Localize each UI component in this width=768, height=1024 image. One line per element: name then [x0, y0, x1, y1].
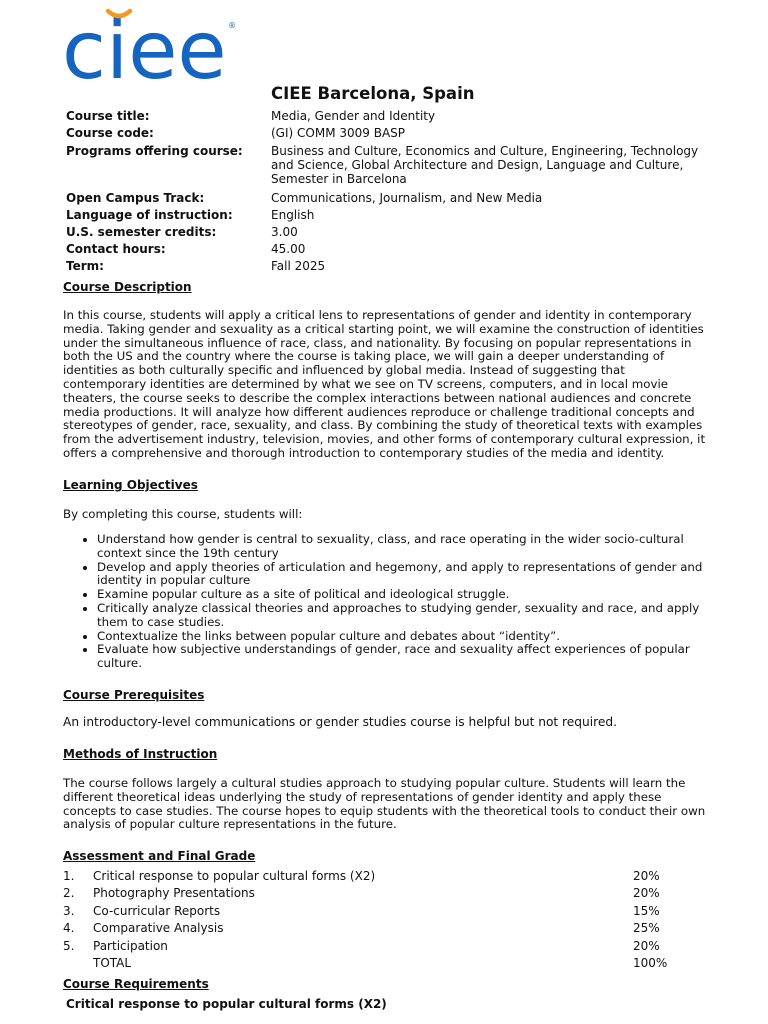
list-item: • Critically analyze classical theories and approaches to studying gender, sexuality and race, and apply them to case studies.: [97, 602, 708, 630]
assessment-heading: Assessment and Final Grade: [63, 849, 256, 863]
info-label: Contact hours:: [66, 242, 166, 256]
info-row: [66, 191, 706, 205]
learning-objectives-list: [63, 533, 708, 671]
info-row: [66, 144, 706, 186]
methods-text: The course follows largely a cultural studies approach to studying popular culture. Students will learn the different theoretical ideas underlying the study of representations of gender identity and apply these concepts to case studies. The course hopes to equip students with the theoretical tools to conduct their own analysis of popular culture representations in the future.: [63, 776, 706, 832]
assessment-row: [63, 938, 683, 955]
assessment-number: 1.: [63, 869, 75, 883]
assessment-number: 4.: [63, 921, 75, 936]
assessment-number: [63, 955, 93, 972]
assessment-name: Critical response to popular cultural forms (X2): [93, 869, 376, 883]
info-label: Open Campus Track:: [66, 191, 205, 205]
info-value: 3.00: [271, 225, 298, 239]
info-value: Communications, Journalism, and New Media: [271, 191, 543, 205]
info-label: Term:: [66, 259, 104, 273]
assessment-percent: 25%: [633, 921, 660, 936]
info-row: [66, 242, 706, 256]
assessment-percent: 100%: [633, 956, 668, 971]
learning-objectives-heading: Learning Objectives: [63, 478, 198, 492]
page-title: CIEE Barcelona, Spain: [271, 84, 475, 103]
info-row: [66, 259, 706, 273]
list-item: • Contextualize the links between popular culture and debates about “identity”.: [97, 630, 708, 644]
info-row: [66, 126, 706, 140]
logo-wordmark: ciee: [62, 6, 227, 82]
assessment-list: [63, 868, 683, 972]
assessment-percent: 20%: [633, 886, 660, 901]
info-row: [66, 208, 706, 222]
assessment-name: Co-curricular Reports: [93, 903, 221, 918]
info-label: U.S. semester credits:: [66, 225, 217, 239]
assessment-percent: 15%: [633, 903, 660, 918]
methods-heading: Methods of Instruction: [63, 747, 218, 761]
assessment-percent: 20%: [633, 869, 660, 883]
assessment-name: Comparative Analysis: [93, 921, 224, 936]
assessment-name: Participation: [93, 938, 168, 953]
assessment-number: 2.: [63, 886, 75, 901]
assessment-number: 3.: [63, 903, 75, 918]
requirements-subheading: Critical response to popular cultural forms (X2): [66, 997, 387, 1011]
info-value: English: [271, 208, 315, 222]
assessment-number: 5.: [63, 938, 75, 953]
assessment-percent: 20%: [633, 938, 660, 953]
registered-mark: ®: [228, 21, 236, 30]
course-description-heading: Course Description: [63, 280, 192, 294]
course-info-table: [66, 109, 706, 273]
info-row: [66, 225, 706, 239]
list-item: • Understand how gender is central to sexuality, class, and race operating in the wider socio-cultural context since the 19th century: [97, 533, 708, 561]
assessment-row: [63, 868, 683, 885]
ciee-logo: [62, 6, 242, 82]
assessment-row: [63, 885, 683, 902]
info-value: Fall 2025: [271, 259, 326, 273]
info-label: Programs offering course:: [66, 144, 243, 158]
info-value: Media, Gender and Identity: [271, 109, 436, 123]
assessment-row: [63, 903, 683, 920]
list-item: • Develop and apply theories of articulation and hegemony, and apply to representations of gender and identity in popular culture: [97, 561, 708, 589]
info-value: Business and Culture, Economics and Culture, Engineering, Technology and Science, Global Architecture and Design, Language and Culture, Semester in Barcelona: [271, 144, 699, 186]
assessment-name: TOTAL: [93, 956, 132, 971]
learning-objectives-intro: By completing this course, students will:: [63, 507, 303, 521]
prerequisites-text: An introductory-level communications or gender studies course is helpful but not required.: [63, 715, 618, 729]
assessment-row: [63, 920, 683, 937]
info-label: Course title:: [66, 109, 150, 123]
info-value: 45.00: [271, 242, 306, 256]
info-label: Course code:: [66, 126, 154, 140]
course-description-text: In this course, students will apply a critical lens to representations of gender and identity in contemporary media. Taking gender and sexuality as a critical starting point, we will examine the construction of identities under the simultaneous influence of race, class, and nationality. By focusing on popular representations in both the US and the country where the course is taking place, we will gain a deeper understanding of identities as both culturally specific and influenced by global media. Instead of suggesting that contemporary identities are determined by what we see on TV screens, computers, and in local movie theaters, the course seeks to describe the complex interactions between national audiences and concrete media productions. It will analyze how different audiences reproduce or challenge traditional concepts and stereotypes of gender, race, sexuality, and class. By combining the study of theoretical texts with examples from the advertisement industry, television, movies, and other forms of contemporary cultural expression, it offers a comprehensive and thorough introduction to contemporary studies of the media and identity.: [63, 308, 706, 460]
info-value: (GI) COMM 3009 BASP: [271, 126, 406, 140]
list-item: • Examine popular culture as a site of political and ideological struggle.: [97, 588, 708, 602]
prerequisites-heading: Course Prerequisites: [63, 688, 205, 702]
assessment-row-total: [63, 955, 683, 972]
requirements-heading: Course Requirements: [63, 977, 209, 991]
list-item: • Evaluate how subjective understandings of gender, race and sexuality affect experiences of popular culture.: [97, 643, 708, 671]
info-label: Language of instruction:: [66, 208, 233, 222]
assessment-name: Photography Presentations: [93, 886, 255, 901]
info-row: [66, 109, 706, 123]
